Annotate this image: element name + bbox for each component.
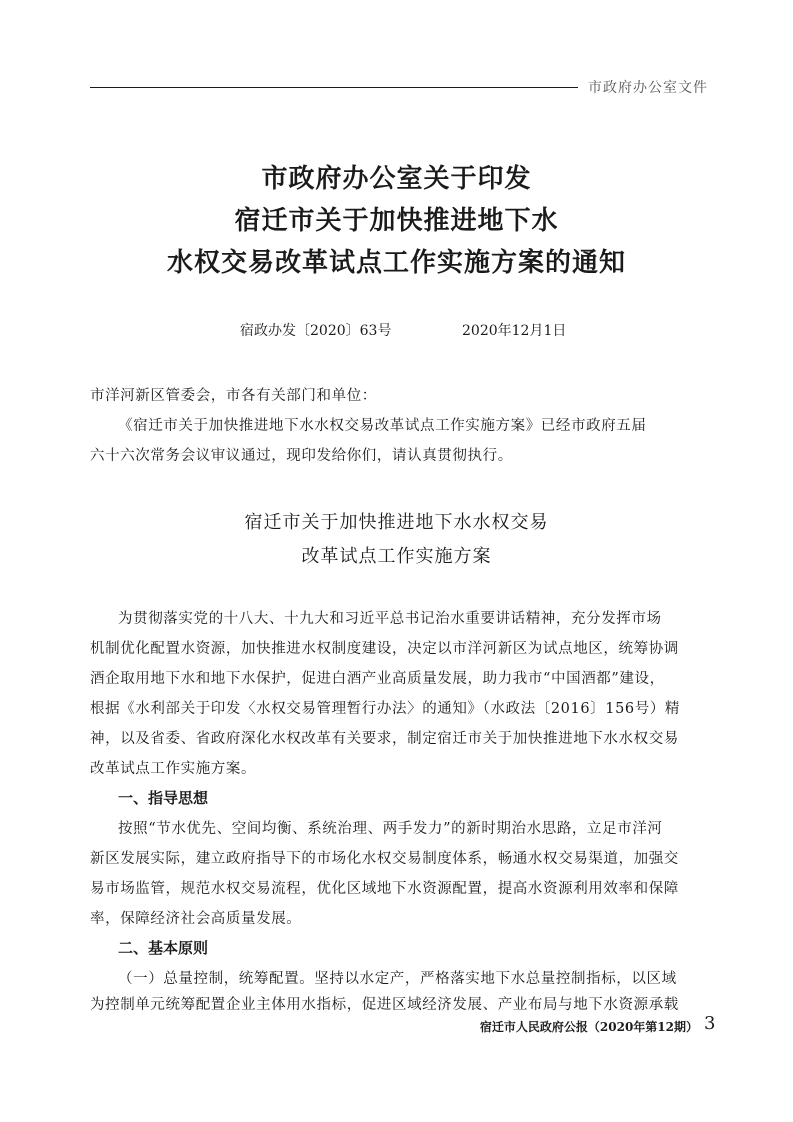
- preamble-line: 为贯彻落实党的十八大、十九大和习近平总书记治水重要讲话精神，充分发挥市场: [118, 611, 662, 627]
- recipients: 市洋河新区管委会，市各有关部门和单位：: [90, 388, 377, 404]
- section-heading-guiding-thought: 一、指导思想: [118, 789, 209, 807]
- preamble-line: 神，以及省委、省政府深化水权改革有关要求，制定宿迁市关于加快推进地下水水权交易: [90, 731, 679, 747]
- doc-title-line-2: 宿迁市关于加快推进地下水: [234, 206, 559, 236]
- preamble-line: 酒企取用地下水和地下水保护，促进白酒产业高质量发展，助力我市“中国酒都”建设，: [90, 671, 665, 687]
- preamble-line: 根据《水利部关于印发〈水权交易管理暂行办法〉的通知》（水政法〔2016〕156号）精: [90, 701, 681, 717]
- section-heading-basic-principles: 二、基本原则: [118, 939, 209, 957]
- doc-date: 2020年12月1日: [462, 323, 567, 339]
- section1-line: 新区发展实际，建立政府指导下的市场化水权交易制度体系，畅通水权交易渠道，加强交: [90, 851, 679, 867]
- section1-line: 率，保障经济社会高质量发展。: [90, 911, 302, 927]
- section2-line: （一）总量控制，统筹配置。坚持以水定产，严格落实地下水总量控制指标，以区域: [118, 971, 677, 987]
- page-number: 3: [704, 1013, 716, 1034]
- doc-title-line-3: 水权交易改革试点工作实施方案的通知: [166, 248, 626, 278]
- doc-title-line-1: 市政府办公室关于印发: [261, 164, 532, 194]
- publication-footer: 宿迁市人民政府公报（2020年第12期）: [479, 1020, 698, 1034]
- section1-line: 易市场监管，规范水权交易流程，优化区域地下水资源配置，提高水资源利用效率和保障: [90, 881, 679, 897]
- doc-number: 宿政办发〔2020〕63号: [240, 323, 392, 339]
- plan-title-line-2: 改革试点工作实施方案: [301, 546, 492, 567]
- plan-title-line-1: 宿迁市关于加快推进地下水水权交易: [244, 512, 549, 533]
- header-rule: [90, 87, 578, 88]
- section1-line: 按照“节水优先、空间均衡、系统治理、两手发力”的新时期治水思路，立足市洋河: [118, 821, 663, 837]
- preamble-line: 机制优化配置水资源，加快推进水权制度建设，决定以市洋河新区为试点地区，统筹协调: [90, 641, 679, 657]
- running-header: 市政府办公室文件: [588, 80, 708, 96]
- preamble-line: 改革试点工作实施方案。: [90, 761, 257, 777]
- intro-paragraph-line: 《宿迁市关于加快推进地下水水权交易改革试点工作实施方案》已经市政府五届: [118, 418, 647, 434]
- intro-paragraph-line: 六十六次常务会议审议通过，现印发给你们，请认真贯彻执行。: [90, 448, 513, 464]
- section2-line: 为控制单元统筹配置企业主体用水指标，促进区域经济发展、产业布局与地下水资源承载: [90, 997, 679, 1013]
